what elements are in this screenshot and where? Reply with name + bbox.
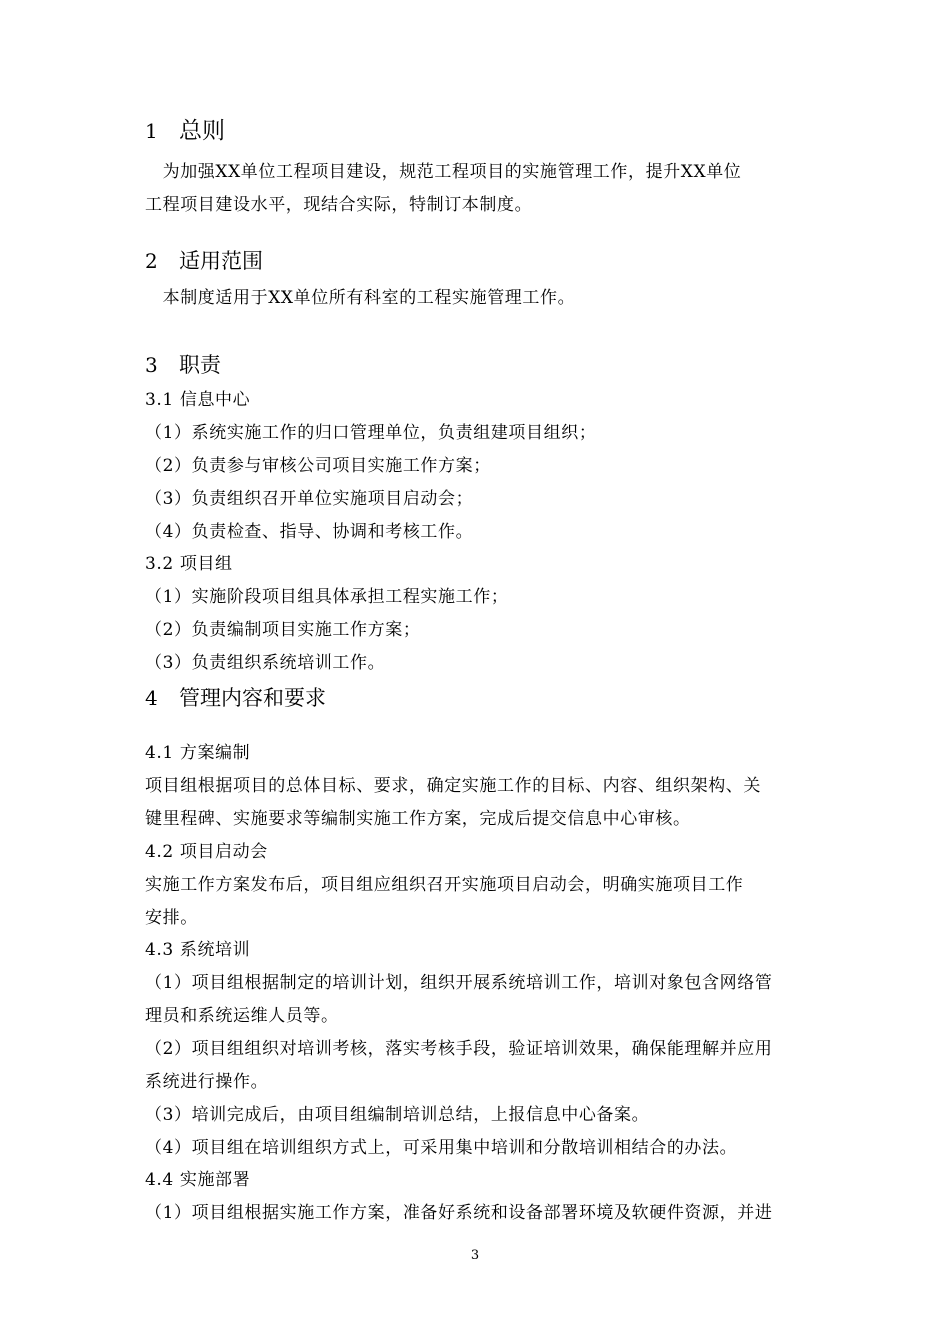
- paragraph-line: 工程项目建设水平，现结合实际，特制订本制度。: [145, 195, 533, 215]
- page-number: 3: [470, 1248, 480, 1263]
- paragraph-line: 理员和系统运维人员等。: [145, 1006, 339, 1026]
- subsection-heading: 4.1 方案编制: [145, 743, 251, 763]
- paragraph-line: 项目组根据项目的总体目标、要求，确定实施工作的目标、内容、组织架构、关: [145, 776, 761, 796]
- paragraph-line: 为加强XX单位工程项目建设，规范工程项目的实施管理工作，提升XX单位: [145, 162, 742, 182]
- paragraph-line: （3）培训完成后，由项目组编制培训总结，上报信息中心备案。: [145, 1105, 650, 1125]
- section-heading-4: [145, 684, 326, 712]
- section-title: 管理内容和要求: [179, 686, 326, 710]
- subsection-heading: 4.3 系统培训: [145, 940, 251, 960]
- list-item: （3）负责组织召开单位实施项目启动会；: [145, 489, 474, 509]
- section-heading-2: [145, 247, 263, 275]
- subsection-heading: 4.2 项目启动会: [145, 842, 268, 862]
- subsection-heading: 3.1 信息中心: [145, 390, 251, 410]
- paragraph-line: 实施工作方案发布后，项目组应组织召开实施项目启动会，明确实施项目工作: [145, 875, 744, 895]
- paragraph-line: 本制度适用于XX单位所有科室的工程实施管理工作。: [145, 288, 576, 308]
- subsection-heading: 3.2 项目组: [145, 554, 233, 574]
- section-number: 3: [145, 353, 158, 377]
- paragraph-line: （1）项目组根据制定的培训计划，组织开展系统培训工作，培训对象包含网络管: [145, 973, 773, 993]
- paragraph-line: （2）项目组组织对培训考核，落实考核手段，验证培训效果，确保能理解并应用: [145, 1039, 773, 1059]
- section-heading-1: [145, 117, 225, 145]
- list-item: （1）系统实施工作的归口管理单位，负责组建项目组织；: [145, 423, 597, 443]
- section-title: 适用范围: [179, 249, 263, 273]
- list-item: （3）负责组织系统培训工作。: [145, 653, 386, 673]
- list-item: （1）实施阶段项目组具体承担工程实施工作；: [145, 587, 509, 607]
- paragraph-line: （1）项目组根据实施工作方案，准备好系统和设备部署环境及软硬件资源，并进: [145, 1203, 773, 1223]
- paragraph-line: 系统进行操作。: [145, 1072, 269, 1092]
- list-item: （4）负责检查、指导、协调和考核工作。: [145, 522, 474, 542]
- section-number: 4: [145, 686, 158, 710]
- list-item: （2）负责编制项目实施工作方案；: [145, 620, 421, 640]
- list-item: （2）负责参与审核公司项目实施工作方案；: [145, 456, 491, 476]
- paragraph-line: （4）项目组在培训组织方式上，可采用集中培训和分散培训相结合的办法。: [145, 1138, 738, 1158]
- section-heading-3: [145, 351, 221, 379]
- section-number: 1: [145, 119, 158, 143]
- section-title: 总则: [179, 118, 225, 144]
- paragraph-line: 安排。: [145, 908, 198, 928]
- section-title: 职责: [179, 353, 221, 377]
- subsection-heading: 4.4 实施部署: [145, 1170, 251, 1190]
- section-number: 2: [145, 249, 158, 273]
- paragraph-line: 键里程碑、实施要求等编制实施工作方案，完成后提交信息中心审核。: [145, 809, 691, 829]
